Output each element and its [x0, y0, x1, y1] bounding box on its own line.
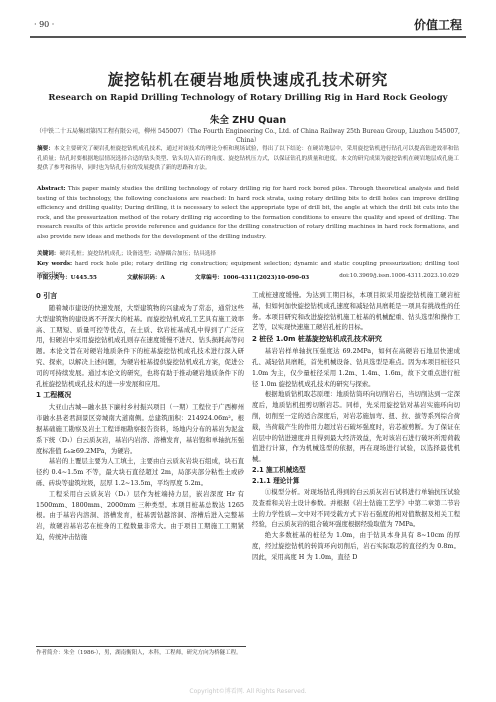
affiliation: （中铁二十五局集团第四工程有限公司，柳州 545007）（The Fourth Engineering Co., Ltd. of China Railway 25th Bureau Group, Liuzhou 545007, China）	[36, 128, 460, 144]
subsection-heading-2-1: 2.1 施工机械选型	[252, 465, 306, 474]
keywords-cn-text: 硬岩孔桩；旋挖钻机成孔；设备选型；动静耦合加压；钻具选择	[59, 251, 217, 257]
section-heading-2: 2 桩径 1.0m 桩基旋挖钻机成孔技术研究	[252, 335, 382, 344]
paragraph: 随着城市建设的快速发展，大型建筑物的兴建成为了常态，通常这些大型建筑物的建设离不开深大的桩基。而旋挖钻机成孔工艺具有施工效率高、工期短、质量可控等优点，在土质、软岩桩基成孔中得到了广泛应用，但硬岩中采用旋挖钻机成孔则存在速度缓慢不进尺、钻头损耗高等问题。本论文旨在对硬岩地质条件下的桩基旋挖钻机成孔技术进行深入研究、探索，以解决上述问题，为硬岩桩基提供旋挖钻机成孔方案，促进公司的可持续发展。通过本论文的研究，也将有助于推动硬岩地质条件下的孔桩旋挖钻机成孔技术的进一步发展和应用。	[36, 304, 244, 388]
running-header	[30, 14, 466, 38]
abstract-cn-label: 摘要：	[37, 146, 54, 152]
paragraph: 大亚山古城—融水县下廉村乡村振兴项目（一期）工程位于广西柳州市融水县老君洞景区旁城南大道南侧。总建筑面积：214924.06m²。根据基础施工勘察及岩土工程详细勘察报告资料，场地内分布的基岩为泥盆系下统（D₁）白云质灰岩，基岩内岩溶、溶槽发育，基岩饱和单轴抗压强度标准值 fᵣₖ≥69.2MPa，为硬岩。	[36, 403, 244, 455]
subsection-heading-2-1-1: 2.1.1 理论计算	[252, 476, 300, 485]
copyright-watermark: Copyright©博看网. All Rights Reserved.	[189, 688, 307, 695]
keywords-en-label: Key words:	[37, 261, 73, 267]
body-column-right	[252, 290, 460, 645]
abstract-en-label: Abstract:	[37, 186, 66, 192]
paragraph: 绝大多数桩基的桩径为 1.0m，由于钻具本身具有 8~10cm 的厚度，经过旋挖钻机的转筒环向切削后，岩石实际取芯的直径约为 0.8m。因此，采用高度 H 为 1.0m，直径 D	[252, 531, 460, 561]
body-column-left	[36, 290, 244, 645]
paragraph: 基岩岩样单轴抗压强度达 69.2MPa，如何在高硬岩石地层快速成孔、减轻钻具磨耗，首先机械设备、钻具选型是难点。因为本项目桩径只 1.0m 为主，仅少量桩径采用 1.2m、1.4m、1.6m，故下文重点进行桩径 1.0m 旋挖钻机成孔技术的研究与探索。	[252, 347, 460, 388]
abstract-cn-text: 本文主要研究了硬岩孔桩旋挖钻机成孔技术，通过对该技术的理论分析和现场试验，得出了以下结论：在硬岩地层中，采用旋挖钻机进行钻孔可以提高钻进效率和钻孔质量；钻孔时要根据地层情况选择合适的钻头类型、钻头切入岩石的角度、旋挖钻机压力式，以保证钻孔的质量和进度。本文的研究成果为旋挖钻机在硬岩地层成孔施工提供了参考和指导，同时也为钻孔行业的发展提供了新的思路和方法。	[37, 146, 459, 171]
keywords-en-text: hard rock hole pile; rotary drilling rig construction; equipment selection; dynamic and static coupling pressurization; drilling tool selection	[37, 261, 459, 277]
paragraph: ①模型分析。对现场钻孔得到的白云质灰岩石试料进行单轴抗压试验及查看和关岩土设计参数。并根据《岩土钻施工艺学》中第二章第二节岩土的力学性质—文中对不同受载方式下岩石强度的相对值数据及相关工程经验，白云质灰岩的组合破坏强度根据经验取值为 7MPa。	[252, 487, 460, 529]
journal-section: 价值工程	[413, 18, 462, 32]
paper-title-en: Research on Rapid Drilling Technology of Rotary Drilling Rig in Hard Rock Geology	[48, 93, 448, 103]
author-line: 朱全 ZHU Quan	[209, 115, 287, 126]
abstract-en-text: This paper mainly studies the drilling technology of rotary drilling rig for hard rock bored piles. Through theoretical analysis and field testing of this technology, the following conclusions are reached: In hard rock strata, using rotary drilling bits to drill holes can improve drilling efficiency and drilling quality; During drilling, it is necessary to select the appropriate type of drill bit, the angle at which the drill bit cuts into the rock, and the pressurization method of the rotary drilling rig according to the formation conditions to ensure the quality and speed of drilling. The research results of this article provide reference and guidance for the drilling construction of rotary drilling machines in hard rock formations, and also provide new ideas and methods for the development of the drilling industry.	[37, 186, 460, 240]
paragraph: 根据地质钻机取芯原理：地质钻筒环向切削岩石，当切削达到一定深度后，地质钻机扭剪切断岩芯。同样，先采用旋挖钻对基岩实施环向切削，切削至一定的适合深度后，对岩芯施加弯、扭、拉、拔等系列综合荷载，当荷载产生的作用力超过岩石破坏强度时，岩芯被剪断。为了保证在岩层中的钻进速度并且得到最大经济效益，先对该岩石进行破坏所需荷载值进行计算，作为机械选型的依据，再在现场进行试验，以选择最优机械。	[252, 390, 460, 464]
paragraph: 工程采用白云质灰岩（D₁）层作为桩端持力层，嵌岩深度 Hr 有 1500mm、1800mm、2000mm 三种类型。本项目桩基总数达 1265 根。由于基岩内溶洞、溶槽发育，桩基需钻越溶洞、溶槽后进入完整基岩，故硬岩基岩芯在桩身的工程数量非常大。由于项目工期施工工期紧迫，传统冲击钻施	[36, 489, 244, 541]
section-heading-intro: 0 引言	[36, 292, 58, 300]
abstract-cn	[37, 145, 459, 174]
page-number: · 90 ·	[34, 20, 55, 29]
keywords-cn-label: 关键词：	[37, 251, 60, 257]
section-heading-overview: 1 工程概况	[36, 391, 72, 400]
article-metadata	[37, 273, 459, 281]
keywords-cn	[37, 250, 459, 260]
abstract-en	[37, 185, 459, 242]
clc-number: 中图分类号：U445.55	[37, 275, 97, 281]
paragraph: 工成桩速度缓慢。为达到工期目标，本项目拟采用旋挖钻机施工硬岩桩基，但如何加快旋挖钻机成孔速度和减轻钻具磨耗是一项具有挑战性的任务。本项目研究和改进旋挖钻机施工桩基的机械配重、钻头选型和操作工艺等，以实现快速施工硬岩孔桩的目标。	[252, 291, 460, 332]
paragraph: 基岩的上覆层主要为人工填土，主要由白云质灰岩块石组成，块石直径约 0.4~1.5m 不等，最大块石直径超过 2m，局部夹部分粘性土或砂砾、砖块等建筑垃圾，层厚 1.2~13.5m，平均厚度 5.2m。	[36, 457, 244, 487]
doi: doi:10.3969/j.issn.1006-4311.2023.10.029	[339, 273, 459, 279]
document-code: 文献标识码：A	[126, 275, 165, 281]
article-number: 文章编号：1006-4311(2023)10-090-03	[194, 275, 310, 281]
author-footnote: 作者简介：朱全（1986-），男，湖南衡阳人，本科，工程师，研究方向为桥隧工程。	[36, 646, 246, 658]
paper-title-cn: 旋挖钻机在硬岩地质快速成孔技术研究	[107, 71, 389, 89]
